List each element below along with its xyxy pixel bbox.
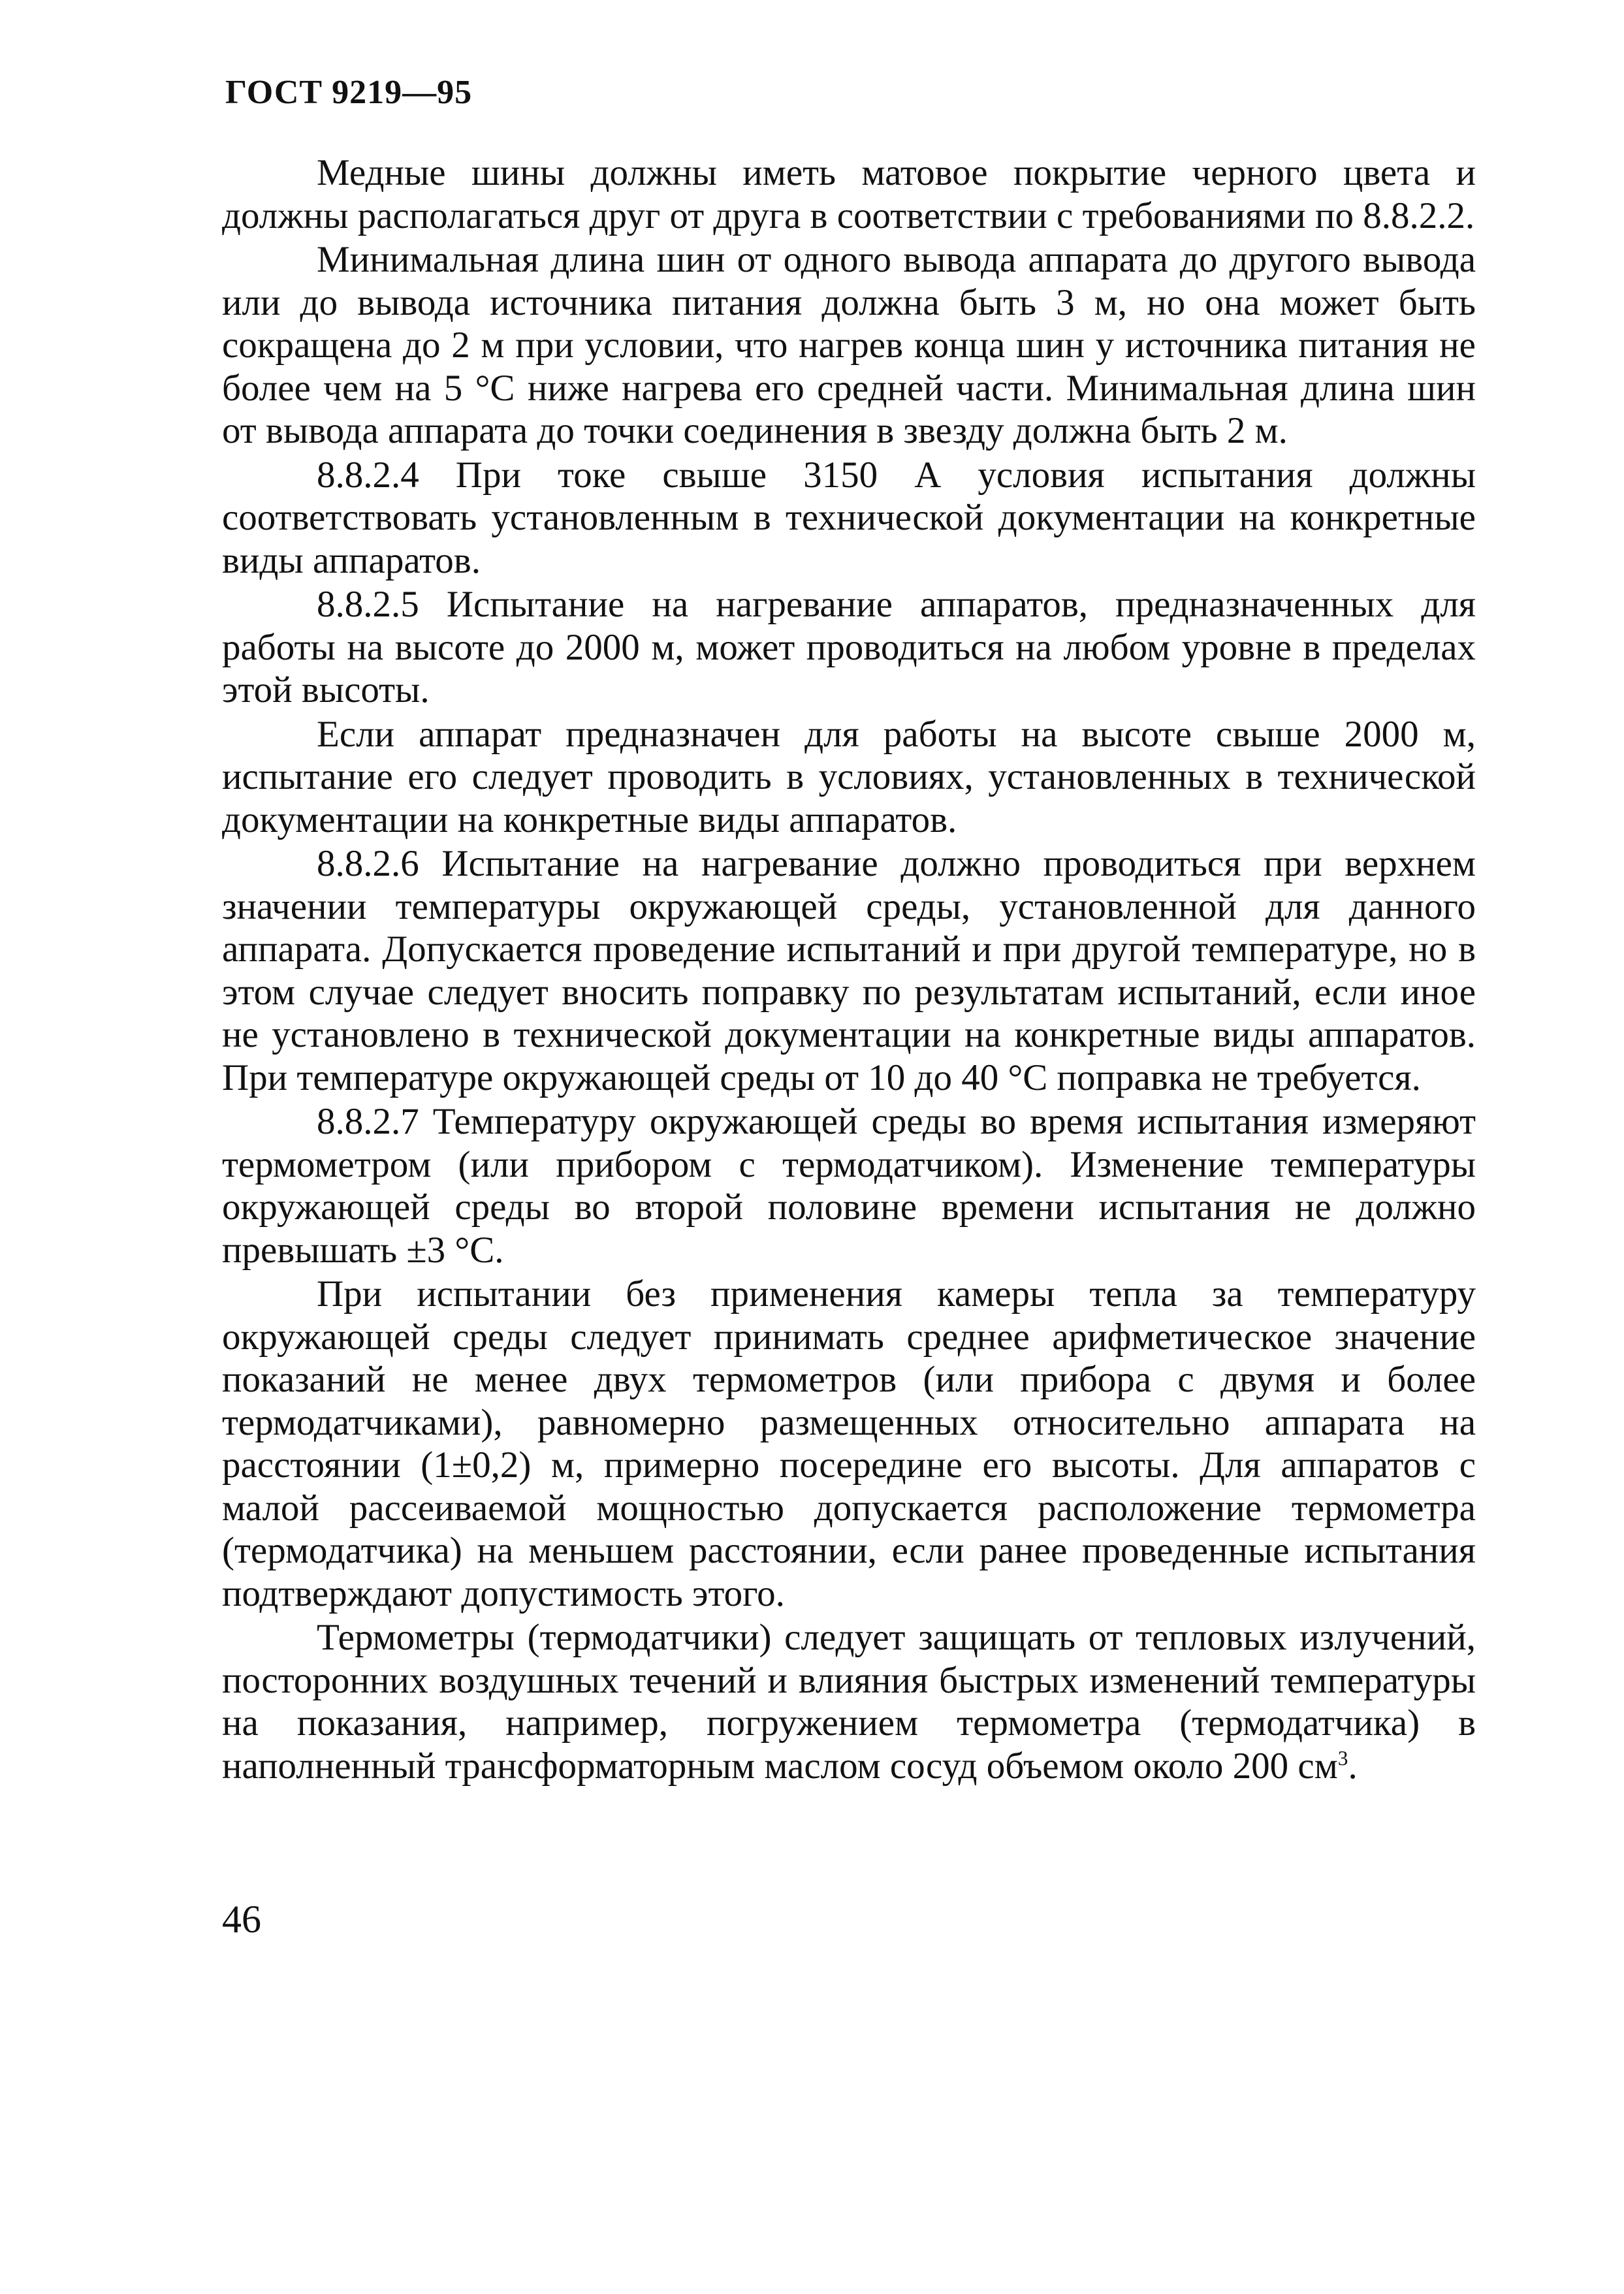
thermometer-paragraph-ending: . xyxy=(1348,1745,1358,1787)
paragraph-copper-bus-coating: Медные шины должны иметь матовое покрытие черного цвета и должны располагаться друг от друга в соответствии с требованиями по 8.8.2.2. xyxy=(222,152,1476,236)
document-body xyxy=(222,151,1476,1787)
paragraph-altitude-above-2000: Если аппарат предназначен для работы на высоте свыше 2000 м, испытание его следует проводить в условиях, установленных в технической документации на конкретные виды аппаратов. xyxy=(222,713,1476,840)
paragraph-ambient-temperature-measurement: При испытании без применения камеры тепла за температуру окружающей среды следует принимать среднее арифметическое значение показаний не менее двух термометров (или прибора с двумя и более термодатчиками), равномерно размещенных относительно аппарата на расстоянии (1±0,2) м, примерно посередине его высоты. Для аппаратов с малой рассеиваемой мощностью допускается расположение термометра (термодатчика) на меньшем расстоянии, если ранее проведенные испытания подтверждают допустимость этого. xyxy=(222,1273,1476,1614)
cubic-superscript: 3 xyxy=(1337,1746,1348,1770)
paragraph-8-8-2-7: 8.8.2.7 Температуру окружающей среды во время испытания измеряют термометром (или прибором с термодатчиком). Изменение температуры окружающей среды во второй половине времени испытания не должно превышать ±3 °С. xyxy=(222,1101,1476,1271)
page-number: 46 xyxy=(222,1898,261,1941)
thermometer-paragraph-text: Термометры (термодатчики) следует защищать от тепловых излучений, посторонних воздушных течений и влияния быстрых изменений температуры на показания, например, погружением термометра (термодатчика) в наполненный трансформаторным маслом сосуд объемом около 200 см xyxy=(222,1617,1476,1787)
paragraph-minimum-bus-length: Минимальная длина шин от одного вывода аппарата до другого вывода или до вывода источника питания должна быть 3 м, но она может быть сокращена до 2 м при условии, что нагрев конца шин у источника питания не более чем на 5 °С ниже нагрева его средней части. Минимальная длина шин от вывода аппарата до точки соединения в звезду должна быть 2 м. xyxy=(222,239,1476,451)
paragraph-8-8-2-5: 8.8.2.5 Испытание на нагревание аппаратов, предназначенных для работы на высоте до 2000 м, может проводиться на любом уровне в пределах этой высоты. xyxy=(222,584,1476,710)
paragraph-8-8-2-6: 8.8.2.6 Испытание на нагревание должно проводиться при верхнем значении температуры окружающей среды, установленной для данного аппарата. Допускается проведение испытаний и при другой температуре, но в этом случае следует вносить поправку по результатам испытаний, если иное не установлено в технической документации на конкретные виды аппаратов. При температуре окружающей среды от 10 до 40 °С поправка не требуется. xyxy=(222,843,1476,1098)
paragraph-8-8-2-4: 8.8.2.4 При токе свыше 3150 А условия испытания должны соответствовать установленным в технической документации на конкретные виды аппаратов. xyxy=(222,454,1476,581)
paragraph-thermometer-protection xyxy=(222,1616,1476,1787)
document-header: ГОСТ 9219—95 xyxy=(225,74,473,111)
